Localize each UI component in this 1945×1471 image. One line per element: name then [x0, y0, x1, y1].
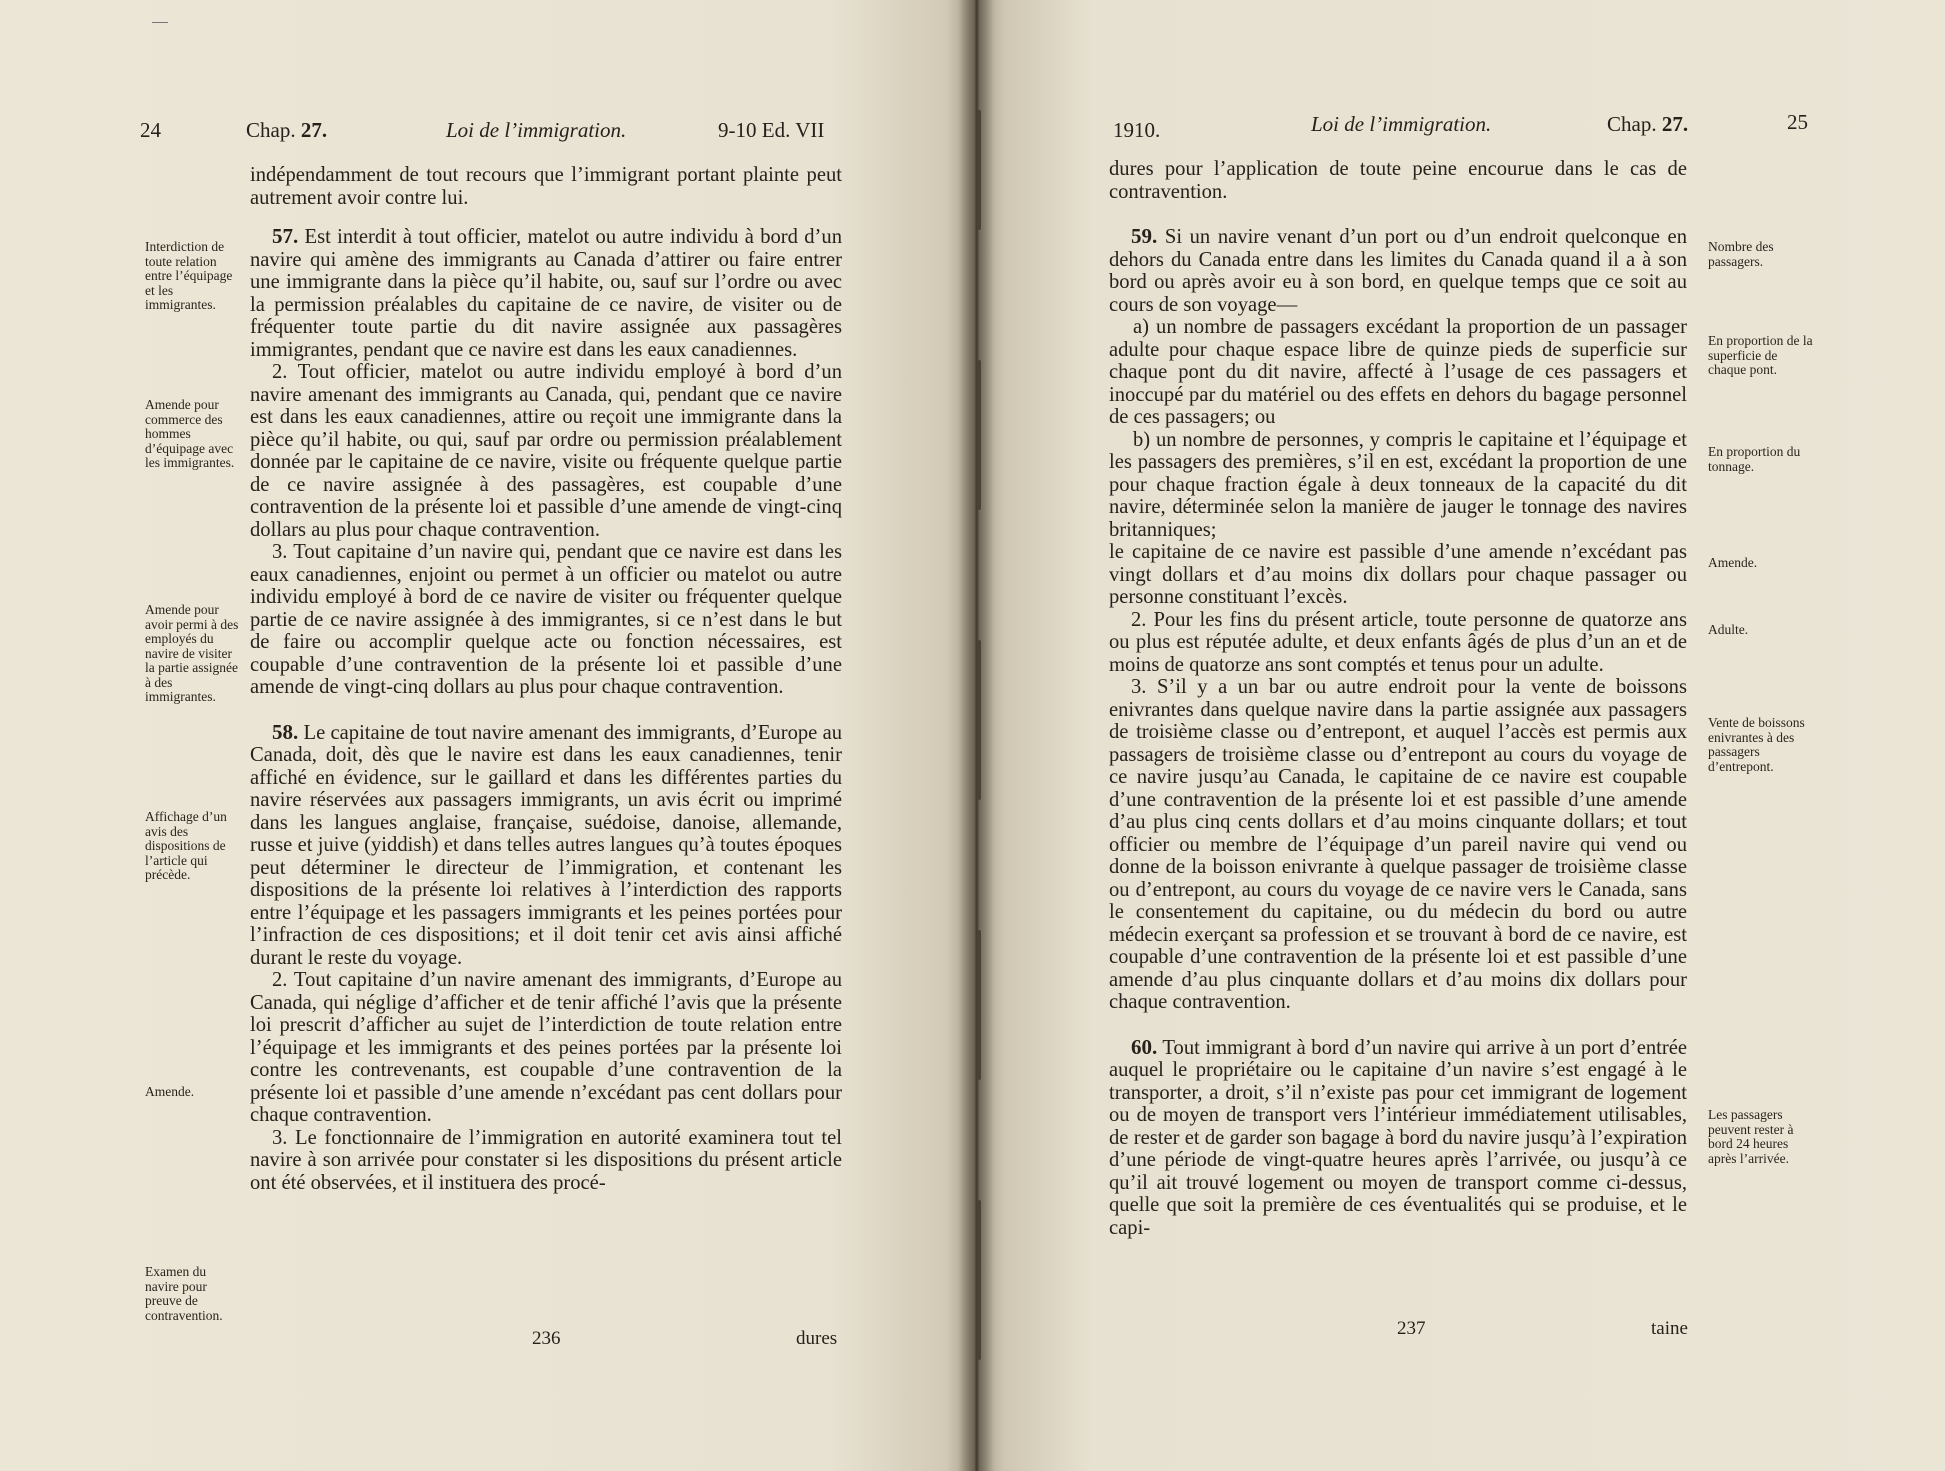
- paragraph: [250, 541, 842, 699]
- left-page-number: 24: [140, 118, 161, 142]
- paragraph-text: a) un nombre de passagers excédant la proportion de un passager adulte pour chaque espace libre de quinze pieds de superficie sur chaque pont du dit navire, affecté à l’usage de ces passagers et inoccupé par du matériel ou des effets en dehors du bagage personnel de ces passagers; ou: [1109, 316, 1687, 428]
- right-catchword: taine: [1651, 1318, 1688, 1339]
- right-margin-note-4: Amende.: [1708, 555, 1758, 570]
- left-margin-note-6: Examen du navire pour preuve de contravention.: [145, 1264, 223, 1323]
- binding-thread: [977, 110, 981, 230]
- paragraph: [1109, 1036, 1687, 1240]
- right-page-number: 25: [1787, 110, 1808, 134]
- right-margin-note-1: Nombre des passagers.: [1708, 239, 1774, 269]
- paragraph-text: 3. Le fonctionnaire de l’immigration en autorité examinera tout tel navire à son arrivée pour constater si les dispositions du présent article ont été observées, et il instituera des procé-: [250, 1126, 842, 1194]
- section-number: 60.: [1131, 1034, 1158, 1059]
- paragraph: [1109, 609, 1687, 677]
- paragraph-text: le capitaine de ce navire est passible d’une amende n’excédant pas vingt dollars et d’au moins dix dollars pour chaque passager ou personne constituant l’excès.: [1109, 541, 1687, 608]
- left-margin-note-1: Interdiction de toute relation entre l’équipage et les immigrantes.: [145, 239, 233, 312]
- paragraph: [250, 225, 842, 361]
- paragraph: [1109, 316, 1687, 429]
- paragraph: [1109, 429, 1687, 542]
- paragraph: [250, 361, 842, 541]
- left-margin-note-3: Amende pour avoir permi à des employés du navire de visiter la partie assignée à des immigrantes.: [145, 602, 239, 704]
- right-body-text: [1109, 158, 1687, 1239]
- paragraph-text: 2. Tout officier, matelot ou autre individu employé à bord d’un navire amenant des immigrants au Canada, qui, pendant que ce navire est dans les eaux canadiennes, attire ou reçoit une immigrante dans la pièce qu’il habite, ou qui, sauf par ordre ou permission préalablement donnée par le capitaine de ce navire, visite ou fréquente quelque partie de ce navire assignée à des passagères, est coupable d’une contravention de la présente loi et passible d’une amende de vingt-cinq dollars au plus pour chaque contravention.: [250, 361, 842, 541]
- binding-thread: [977, 1200, 981, 1360]
- right-chapter-label: Chap.: [1607, 112, 1657, 136]
- right-chapter-heading: [1607, 112, 1688, 137]
- paragraph-text: Si un navire venant d’un port ou d’un endroit quelconque en dehors du Canada entre dans les limites du Canada quand il a à son bord ou après avoir eu à son bord, en quelque temps que ce soit au cours de son voyage—: [1109, 226, 1687, 316]
- right-page: [975, 0, 1945, 1471]
- left-margin-note-5: Amende.: [145, 1084, 195, 1099]
- left-running-title: Loi de l’immigration.: [446, 118, 627, 142]
- right-folio: 237: [1397, 1318, 1426, 1339]
- right-year: 1910.: [1113, 118, 1161, 142]
- paragraph: [250, 969, 842, 1127]
- right-margin-note-2: En proportion de la superficie de chaque pont.: [1708, 333, 1813, 377]
- paragraph: [1109, 225, 1687, 316]
- right-margin-note-3: En proportion du tonnage.: [1708, 444, 1801, 474]
- section-number: 57.: [272, 224, 299, 248]
- paragraph-text: 3. Tout capitaine d’un navire qui, pendant que ce navire est dans les eaux canadiennes, enjoint ou permet à un officier ou matelot ou autre individu employé à bord de ce navire de visiter ou fréquenter quelque partie de ce navire assignée à des immigrantes, si ce n’est dans le but de faire ou accomplir quelque acte ou fonction nécessaires, est coupable d’une contravention de la présente loi et passible d’une amende de vingt-cinq dollars au plus pour chaque contravention.: [250, 541, 842, 698]
- right-running-title: Loi de l’immigration.: [1311, 112, 1492, 136]
- left-chapter-label: Chap.: [246, 118, 296, 142]
- right-chapter-number: 27.: [1661, 112, 1689, 136]
- paragraph-text: indépendamment de tout recours que l’immigrant portant plainte peut autrement avoir contre lui.: [250, 164, 842, 209]
- paragraph: [1109, 541, 1687, 609]
- paragraph-text: Est interdit à tout officier, matelot ou autre individu à bord d’un navire qui amène des immigrants au Canada d’attirer ou faire entrer une immigrante dans la pièce qu’il habite, ou, sauf sur l’ordre ou avec la permission préalables du capitaine de ce navire, de visiter ou de fréquenter toute partie du dit navire assignée aux passagères immigrantes, pendant que ce navire est dans les eaux canadiennes.: [250, 226, 842, 361]
- paragraph-text: Tout immigrant à bord d’un navire qui arrive à un port d’entrée auquel le propriétaire ou le capitaine d’un navire s’est engagé à le transporter, a droit, s’il n’existe pas pour cet immigrant de logement ou de moyen de transport vers l’intérieur immédiatement utilisables, de rester et de garder son bagage à bord du navire jusqu’à l’expiration d’une période de vingt-quatre heures après l’arrivée, ou jusqu’à ce qu’il ait trouvé logement ou moyen de transport comme ci-dessus, quelle que soit la première de ces éventualités qui se produise, et le capi-: [1109, 1036, 1687, 1239]
- section-number: 58.: [272, 719, 299, 744]
- paragraph-text: 2. Pour les fins du présent article, toute personne de quatorze ans ou plus est réputée adulte, et deux enfants âgés de plus d’un an et de moins de quatorze ans sont comptés et tenus pour un adulte.: [1109, 608, 1687, 676]
- left-body-text: [250, 164, 842, 1194]
- paragraph-text: 3. S’il y a un bar ou autre endroit pour la vente de boissons enivrantes dans quelque navire dans la partie assignée aux passagers de troisième classe ou d’entrepont, et auquel l’accès est permis aux passagers de troisième classe ou d’entrepont au cours du voyage de ce navire jusqu’au Canada, le capitaine de ce navire est coupable d’une contravention de la présente loi et est passible d’une amende d’au plus cinq cents dollars et d’au moins cinquante dollars; et tout officier ou membre de l’équipage d’un pareil navire qui vend ou donne de la boisson enivrante à quelque passager de troisième classe ou d’entrepont, au cours du voyage de ce navire vers le Canada, sans le consentement du capitaine, ou du médecin du bord ou autre médecin exerçant sa profession et se trouvant à bord de ce navire, est coupable d’une contravention de la présente loi et est passible d’une amende d’au plus cinquante dollars et d’au moins dix dollars pour chaque contravention.: [1109, 676, 1687, 1013]
- paragraph: [250, 164, 842, 209]
- paragraph-text: dures pour l’application de toute peine encourue dans le cas de contravention.: [1109, 158, 1687, 203]
- section-number: 59.: [1131, 224, 1158, 248]
- left-chapter-heading: [246, 118, 327, 143]
- binding-thread: [977, 640, 981, 800]
- paragraph: [250, 721, 842, 970]
- paragraph-text: 2. Tout capitaine d’un navire amenant des immigrants, d’Europe au Canada, qui néglige d’afficher et de tenir affiché l’avis que la présente loi prescrit d’afficher au sujet de l’interdiction de toute relation entre l’équipage et les immigrants et des peines portées par la présente loi contre les contrevenants, est coupable d’une contravention de la présente loi et passible d’une amende n’excédant pas cent dollars pour chaque contravention.: [250, 969, 842, 1126]
- right-margin-note-5: Adulte.: [1708, 622, 1749, 637]
- binding-thread: [977, 360, 981, 510]
- left-reign: 9-10 Ed. VII: [718, 118, 825, 142]
- paragraph: [1109, 676, 1687, 1014]
- paragraph-text: Le capitaine de tout navire amenant des immigrants, d’Europe au Canada, doit, dès que le navire est dans les eaux canadiennes, tenir affiché en évidence, sur le gaillard et dans les différentes parties du navire réservées aux passagers immigrants, un avis écrit ou imprimé dans les langues anglaise, française, suédoise, danoise, allemande, russe et juive (yiddish) et dans telles autres langues qu’à toutes époques peut déterminer le directeur de l’immigration, et contenant les dispositions de la présente loi relatives à l’interdiction des rapports entre l’équipage et les passagers immigrants et les peines portées pour l’infraction de ces dispositions; et il doit tenir cet avis ainsi affiché durant le reste du voyage.: [250, 721, 843, 969]
- book-gutter: [958, 0, 994, 1471]
- left-margin-note-4: Affichage d’un avis des dispositions de l’article qui précède.: [145, 809, 227, 882]
- right-margin-note-6: Vente de boissons enivrantes à des passagers d’entrepont.: [1708, 715, 1805, 774]
- paragraph: [250, 1127, 842, 1195]
- right-margin-note-7: Les passagers peuvent rester à bord 24 heures après l’arrivée.: [1708, 1107, 1794, 1166]
- paragraph-text: b) un nombre de personnes, y compris le capitaine et l’équipage et les passagers des premières, s’il en est, excédant la proportion de une pour chaque fraction égale à deux tonneaux de la capacité du dit navire, déterminée selon la manière de jauger le tonnage des navires britanniques;: [1109, 428, 1687, 541]
- crop-mark: [152, 22, 168, 23]
- left-chapter-number: 27.: [300, 118, 328, 142]
- binding-thread: [977, 930, 981, 1080]
- left-catchword: dures: [796, 1328, 838, 1349]
- left-folio: 236: [532, 1328, 561, 1349]
- paragraph: [1109, 158, 1687, 203]
- left-margin-note-2: Amende pour commerce des hommes d’équipage avec les immigrantes.: [145, 397, 235, 470]
